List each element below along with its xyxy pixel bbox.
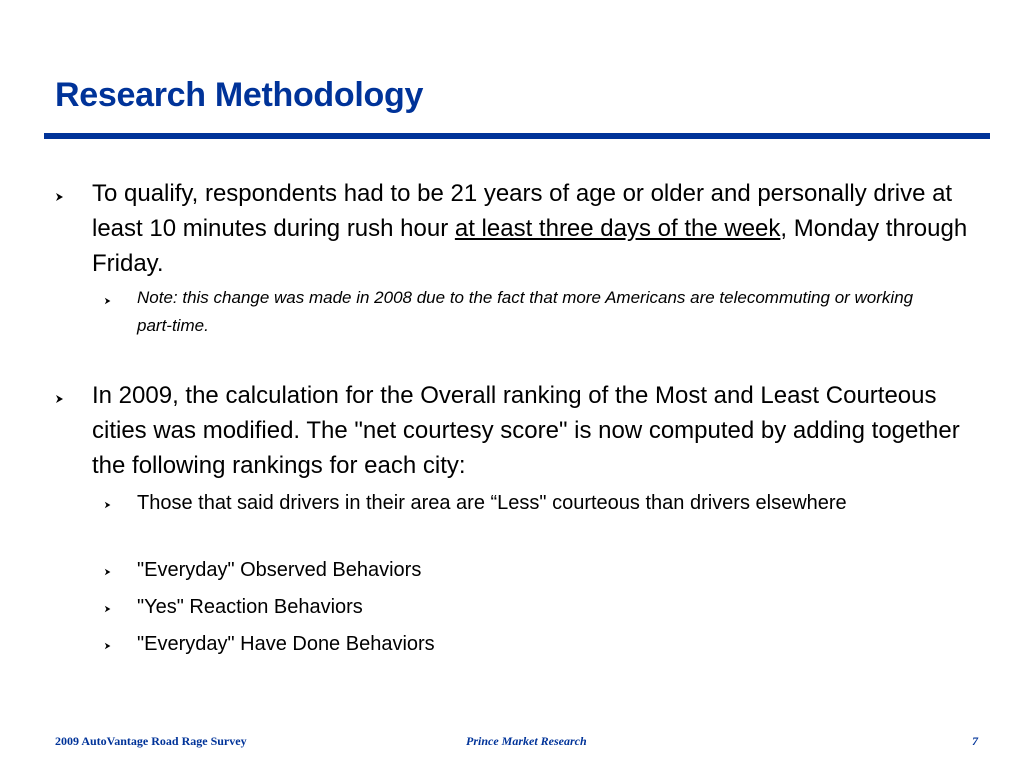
note-sub-bullet: Note: this change was made in 2008 due to the fact that more Americans are telecommuting or working part-time. (137, 288, 914, 335)
title-divider (44, 133, 990, 139)
bullet-text: To qualify, respondents had to be 21 years of age or older and personally drive at least 10 minutes during rush hour (92, 180, 953, 242)
slide-title: Research Methodology (55, 76, 424, 114)
arrowhead-bullet-icon (104, 297, 112, 305)
footer-company: Prince Market Research (466, 734, 587, 748)
bullet-text-end: , Monday through Friday. (92, 215, 968, 277)
sub-bullet-observed: "Everyday" Observed Behaviors (137, 559, 422, 581)
sub-bullet-less-courteous: Those that said drivers in their area are “Less" courteous than drivers elsewhere (137, 492, 847, 514)
arrowhead-bullet-icon (104, 642, 112, 650)
arrowhead-bullet-icon (55, 192, 65, 202)
arrowhead-bullet-icon (104, 568, 112, 576)
footer-survey-name: 2009 AutoVantage Road Rage Survey (55, 734, 247, 748)
bullet-calculation: In 2009, the calculation for the Overall ranking of the Most and Least Courteous cities was modified. The "net courtesy score" is now computed by adding together the following rankings for each city: (92, 382, 960, 479)
underlined-emphasis: at least three days of the week (454, 215, 781, 242)
bullet-qualification (92, 176, 972, 281)
arrowhead-bullet-icon (104, 605, 112, 613)
sub-bullet-have-done: "Everyday" Have Done Behaviors (137, 633, 435, 655)
footer-page-number: 7 (972, 734, 978, 748)
arrowhead-bullet-icon (55, 394, 65, 404)
sub-bullet-reaction: "Yes" Reaction Behaviors (137, 596, 363, 618)
arrowhead-bullet-icon (104, 501, 112, 509)
